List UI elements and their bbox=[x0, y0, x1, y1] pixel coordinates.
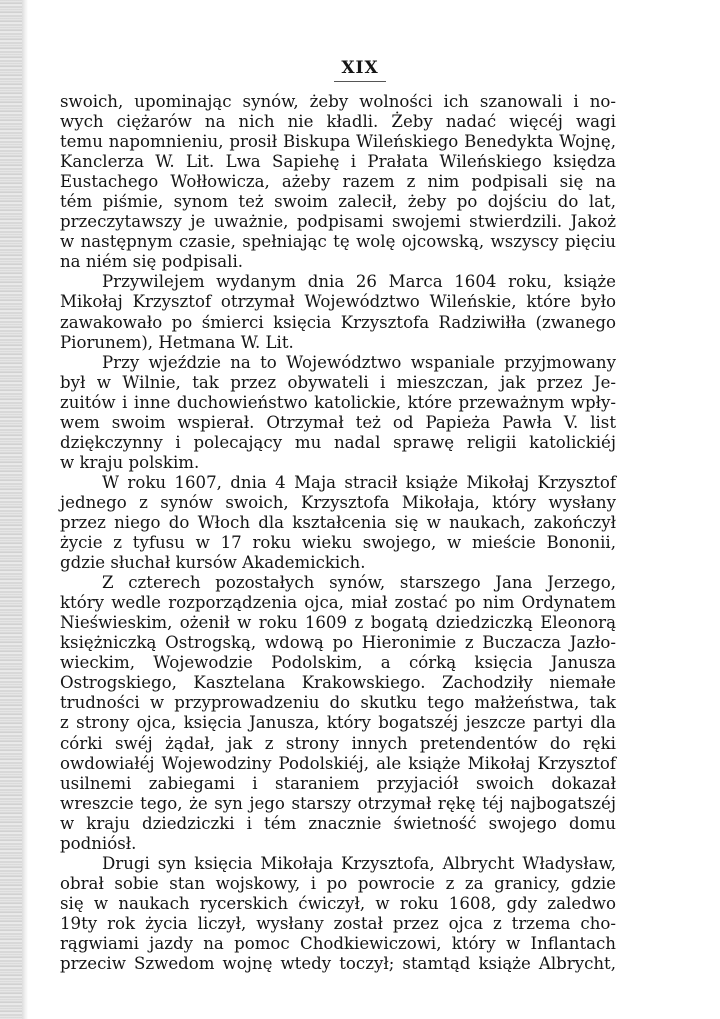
text-line: w kraju dziedziczki i tém znacznie świetność swojego domu bbox=[60, 813, 616, 833]
text-line: dziękczynny i polecający mu nadal sprawę religii katolickiéj bbox=[60, 432, 616, 452]
text-line: przeczytawszy je uważnie, podpisami swojemi stwierdzili. Jakoż bbox=[60, 212, 616, 232]
text-line: obrał sobie stan wojskowy, i po powrocie z za granicy, gdzie bbox=[60, 873, 616, 893]
text-line: swoich, upominając synów, żeby wolności ich szanowali i no- bbox=[60, 92, 616, 111]
text-line: gdzie słuchał kursów Akademickich. bbox=[60, 553, 366, 573]
text-line: z strony ojca, księcia Janusza, który bogatszéj jeszcze partyi dla bbox=[60, 713, 616, 733]
text-line: podniósł. bbox=[60, 833, 137, 853]
page-header bbox=[0, 58, 720, 82]
paragraph-first-line: Drugi syn księcia Mikołaja Krzysztofa, Albrycht Władysław, bbox=[102, 853, 616, 873]
scan-binding-edge bbox=[0, 0, 22, 1019]
header-rule bbox=[334, 81, 386, 82]
paragraph-first-line: Przy wjeździe na to Województwo wspaniale przyjmowany bbox=[102, 352, 616, 372]
text-line: który wedle rozporządzenia ojca, miał zostać po nim Ordynatem bbox=[60, 593, 616, 613]
text-line: Piorunem), Hetmana W. Lit. bbox=[60, 332, 294, 352]
text-line: trudności w przyprowadzeniu do skutku tego małżeństwa, tak bbox=[60, 693, 616, 713]
body-text bbox=[60, 92, 616, 974]
text-line: Nieświeskim, ożenił w roku 1609 z bogatą dziedziczką Eleonorą bbox=[60, 613, 616, 633]
text-line: na niém się podpisali. bbox=[60, 252, 244, 272]
text-line: jednego z synów swoich, Krzysztofa Mikołaja, który wysłany bbox=[60, 492, 616, 512]
paragraph-first-line: Przywilejem wydanym dnia 26 Marca 1604 roku, książe bbox=[102, 272, 616, 292]
text-line: zuitów i inne duchowieństwo katolickie, które przeważnym wpły- bbox=[60, 392, 616, 412]
text-line: wych ciężarów na nich nie kładli. Żeby nadać więcéj wagi bbox=[60, 112, 616, 132]
text-line: zawakowało po śmierci księcia Krzysztofa Radziwiłła (zwanego bbox=[60, 312, 616, 332]
text-line: życie z tyfusu w 17 roku wieku swojego, w mieście Bononii, bbox=[60, 533, 616, 553]
text-line: przez niego do Włoch dla kształcenia się w naukach, zakończył bbox=[60, 512, 616, 532]
text-line: wreszcie tego, że syn jego starszy otrzymał rękę téj najbogatszéj bbox=[60, 793, 616, 813]
text-line: temu napomnieniu, prosił Biskupa Wileńskiego Benedykta Wojnę, bbox=[60, 132, 616, 152]
text-line: wieckim, Wojewodzie Podolskim, a córką księcia Janusza bbox=[60, 653, 616, 673]
text-line: Eustachego Wołłowicza, ażeby razem z nim podpisali się na bbox=[60, 172, 616, 192]
text-line: owdowiałéj Wojewodziny Podolskiéj, ale książe Mikołaj Krzysztof bbox=[60, 753, 616, 773]
text-line: 19ty rok życia liczył, wysłany został przez ojca z trzema cho- bbox=[60, 913, 616, 933]
text-line: w następnym czasie, spełniając tę wolę ojcowską, wszyscy pięciu bbox=[60, 232, 616, 252]
text-line: przeciw Szwedom wojnę wtedy toczył; stamtąd książe Albrycht, bbox=[60, 954, 616, 974]
text-line: usilnemi zabiegami i staraniem przyjaciół swoich dokazał bbox=[60, 773, 616, 793]
text-line: księżniczką Ostrogską, wdową po Hieronimie z Buczacza Jazło- bbox=[60, 633, 616, 653]
text-line: córki swéj żądał, jak z strony innych pretendentów do ręki bbox=[60, 733, 616, 753]
text-line: Mikołaj Krzysztof otrzymał Województwo Wileńskie, które było bbox=[60, 292, 616, 312]
page-number: XIX bbox=[341, 58, 379, 78]
text-line: Ostrogskiego, Kasztelana Krakowskiego. Zachodziły niemałe bbox=[60, 673, 616, 693]
text-line: był w Wilnie, tak przez obywateli i mieszczan, jak przez Je- bbox=[60, 372, 616, 392]
text-line: się w naukach rycerskich ćwiczył, w roku 1608, gdy zaledwo bbox=[60, 893, 616, 913]
text-line: Kanclerza W. Lit. Lwa Sapiehę i Prałata Wileńskiego księdza bbox=[60, 152, 616, 172]
paragraph-first-line: W roku 1607, dnia 4 Maja stracił książe Mikołaj Krzysztof bbox=[102, 472, 616, 492]
paragraph-first-line: Z czterech pozostałych synów, starszego Jana Jerzego, bbox=[102, 573, 616, 593]
text-line: rągwiami jazdy na pomoc Chodkiewiczowi, który w Inflantach bbox=[60, 933, 616, 953]
text-line: w kraju polskim. bbox=[60, 452, 200, 472]
text-line: wem swoim wspierał. Otrzymał też od Papieża Pawła V. list bbox=[60, 412, 616, 432]
text-line: tém piśmie, synom też swoim zalecił, żeby po dojściu do lat, bbox=[60, 192, 616, 212]
